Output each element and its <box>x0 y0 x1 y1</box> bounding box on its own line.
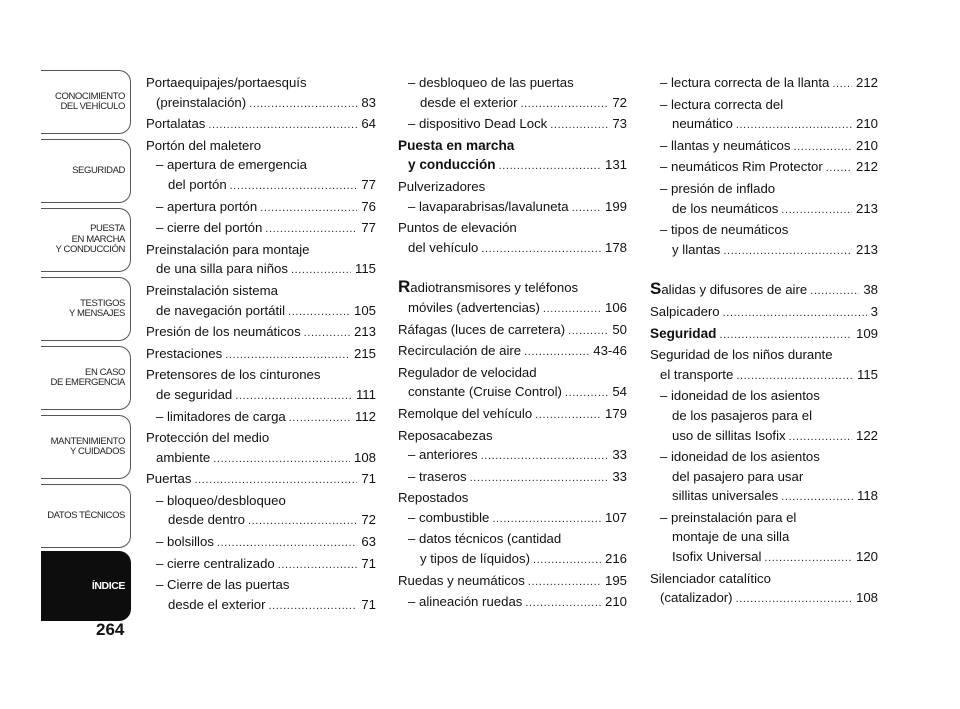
leader-dots <box>723 304 867 324</box>
index-entry <box>650 386 878 447</box>
entry-text: Portón del maletero <box>146 137 262 153</box>
leader-dots <box>249 95 357 115</box>
leader-dots <box>481 447 609 467</box>
page-reference[interactable]: 71 <box>361 471 376 487</box>
index-entry <box>398 571 627 593</box>
leader-dots <box>524 343 589 363</box>
entry-text: móviles (advertencias) <box>408 299 540 315</box>
leader-dots <box>492 510 601 530</box>
tab-mantenimiento[interactable]: MANTENIMIENTO Y CUIDADOS <box>41 415 131 479</box>
tab-índice[interactable]: ÍNDICE <box>41 551 131 621</box>
leader-dots <box>764 549 852 569</box>
tab-puesta[interactable]: PUESTA EN MARCHA Y CONDUCCIÓN <box>41 208 131 272</box>
entry-text: Reposacabezas <box>398 427 493 443</box>
leader-dots <box>736 367 853 387</box>
entry-text: del portón <box>168 176 227 192</box>
leader-dots <box>810 282 859 302</box>
page-reference[interactable]: 112 <box>354 408 376 424</box>
entry-text: Seguridad de los niños durante <box>650 347 833 363</box>
section-gap <box>650 261 878 279</box>
entry-text: montaje de una silla <box>672 529 790 545</box>
entry-text: Remolque del vehículo <box>398 405 533 421</box>
entry-text: Puertas <box>146 471 192 487</box>
leader-dots <box>289 409 351 429</box>
index-entry <box>398 404 627 426</box>
index-entry <box>146 281 376 322</box>
entry-text: – limitadores de carga <box>156 408 286 424</box>
entry-text: – tipos de neumáticos <box>660 222 789 238</box>
index-entry <box>398 529 627 570</box>
entry-text: de una silla para niños <box>156 261 288 277</box>
index-entry <box>398 508 627 530</box>
entry-text: Seguridad <box>650 325 717 341</box>
entry-text: constante (Cruise Control) <box>408 384 562 400</box>
entry-text: – cierre del portón <box>156 220 263 236</box>
entry-text: – combustible <box>408 509 490 525</box>
index-entry <box>146 344 376 366</box>
entry-text: – desbloqueo de las puertas <box>408 75 574 90</box>
page-reference[interactable]: 107 <box>604 509 627 525</box>
entry-text: Protección del medio <box>146 430 270 446</box>
entry-text: Radiotransmisores y teléfonos <box>398 277 579 297</box>
index-entry <box>650 157 878 179</box>
leader-dots <box>230 177 358 197</box>
tab-en-caso[interactable]: EN CASO DE EMERGENCIA <box>41 346 131 410</box>
page-reference[interactable]: 33 <box>612 447 627 463</box>
page-reference[interactable]: 213 <box>855 241 878 257</box>
index-entry <box>650 345 878 386</box>
page-reference[interactable]: 50 <box>612 321 627 337</box>
page-reference[interactable]: 118 <box>856 488 878 504</box>
index-entry <box>146 575 376 616</box>
entry-text: – presión de inflado <box>660 180 776 196</box>
index-entry <box>398 277 627 319</box>
leader-dots <box>565 384 608 404</box>
leader-dots <box>543 300 601 320</box>
page-reference[interactable]: 131 <box>604 157 627 173</box>
entry-text: desde dentro <box>168 512 245 528</box>
index-entry <box>650 508 878 569</box>
entry-text: Portaequipajes/portaesquís <box>146 75 307 90</box>
leader-dots <box>736 116 852 136</box>
entry-text: Recirculación de aire <box>398 343 522 359</box>
page-reference[interactable]: 111 <box>355 386 376 402</box>
index-entry <box>398 467 627 489</box>
leader-dots <box>470 469 609 489</box>
page-reference[interactable]: 212 <box>855 75 878 90</box>
entry-text: – cierre centralizado <box>156 555 275 571</box>
index-entry <box>398 73 627 114</box>
leader-dots <box>572 199 601 219</box>
entry-text: Repostados <box>398 490 469 506</box>
index-entry <box>650 95 878 136</box>
entry-text: – bolsillos <box>156 534 214 550</box>
entry-text: – anteriores <box>408 447 478 463</box>
entry-text: del pasajero para usar <box>672 468 804 484</box>
index-entry <box>398 426 627 446</box>
page-reference[interactable]: 199 <box>604 198 627 214</box>
leader-dots <box>789 428 852 448</box>
leader-dots <box>723 242 852 262</box>
entry-text: – alineación ruedas <box>408 594 523 610</box>
leader-dots <box>235 387 352 407</box>
entry-text: – Cierre de las puertas <box>156 577 290 593</box>
index-entry <box>146 407 376 429</box>
entry-text: – datos técnicos (cantidad <box>408 531 562 547</box>
page-reference[interactable]: 77 <box>361 176 376 192</box>
leader-dots <box>217 534 357 554</box>
tab-conocimiento[interactable]: CONOCIMIENTO DEL VEHÍCULO <box>41 70 131 134</box>
entry-text: – bloqueo/desbloqueo <box>156 492 286 508</box>
leader-dots <box>260 199 357 219</box>
index-entry <box>398 177 627 197</box>
page-reference[interactable]: 105 <box>353 302 376 318</box>
entry-text: de seguridad <box>156 386 233 402</box>
leader-dots <box>481 240 601 260</box>
tab-datos-técnicos[interactable]: DATOS TÉCNICOS <box>41 484 131 548</box>
page-reference[interactable]: 73 <box>612 116 627 132</box>
leader-dots <box>194 471 357 491</box>
page-reference[interactable]: 216 <box>604 551 627 567</box>
leader-dots <box>521 95 609 115</box>
entry-text: de los pasajeros para el <box>672 407 813 423</box>
leader-dots <box>832 75 852 95</box>
section-gap <box>398 259 627 277</box>
entry-text: – lectura correcta del <box>660 96 784 112</box>
page-reference[interactable]: 212 <box>855 159 878 175</box>
entry-text: – neumáticos Rim Protector <box>660 159 823 175</box>
index-entry <box>650 569 878 610</box>
leader-dots <box>736 590 852 610</box>
entry-text: Regulador de velocidad <box>398 364 537 380</box>
page-reference[interactable]: 71 <box>361 596 376 612</box>
index-column-1 <box>146 73 376 616</box>
index-entry <box>398 445 627 467</box>
entry-text: Silenciador catalítico <box>650 570 771 586</box>
index-entry <box>650 279 878 302</box>
page-reference[interactable]: 72 <box>361 512 376 528</box>
entry-text: neumático <box>672 116 733 132</box>
entry-text: y llantas <box>672 241 721 257</box>
page-reference[interactable]: 210 <box>855 116 878 132</box>
leader-dots <box>533 551 601 571</box>
index-entry <box>398 114 627 136</box>
entry-text: – idoneidad de los asientos <box>660 388 820 404</box>
entry-text: de navegación portátil <box>156 302 286 318</box>
index-entry <box>146 469 376 491</box>
entry-text: – llantas y neumáticos <box>660 137 791 153</box>
entry-text: – idoneidad de los asientos <box>660 449 820 465</box>
page-reference[interactable]: 64 <box>361 116 376 132</box>
page-reference[interactable]: 115 <box>354 261 376 277</box>
entry-text: del vehículo <box>408 239 479 255</box>
leader-dots <box>291 261 351 281</box>
index-entry <box>650 220 878 261</box>
index-entry <box>650 302 878 324</box>
entry-text: Ráfagas (luces de carretera) <box>398 321 566 337</box>
entry-text: ambiente <box>156 449 211 465</box>
index-entry <box>146 240 376 281</box>
leader-dots <box>528 573 601 593</box>
leader-dots <box>269 597 358 617</box>
page-reference[interactable]: 3 <box>870 303 878 319</box>
entry-text: – dispositivo Dead Lock <box>408 116 548 132</box>
page-reference[interactable]: 108 <box>353 449 376 465</box>
entry-text: Prestaciones <box>146 345 223 361</box>
index-entry <box>398 136 627 177</box>
leader-dots <box>826 159 852 179</box>
leader-dots <box>499 157 601 177</box>
tab-seguridad[interactable]: SEGURIDAD <box>41 139 131 203</box>
entry-text: uso de sillitas Isofix <box>672 427 786 443</box>
page-reference[interactable]: 122 <box>855 427 878 443</box>
entry-text: Salidas y difusores de aire <box>650 279 808 299</box>
leader-dots <box>304 324 350 344</box>
leader-dots <box>208 116 357 136</box>
page-reference[interactable]: 210 <box>855 137 878 153</box>
index-entry <box>146 491 376 532</box>
page-reference[interactable]: 210 <box>604 594 627 610</box>
leader-dots <box>550 116 608 136</box>
leader-dots <box>793 138 852 158</box>
index-entry <box>650 179 878 220</box>
entry-text: Puntos de elevación <box>398 220 517 236</box>
entry-text: el transporte <box>660 366 734 382</box>
leader-dots <box>781 201 852 221</box>
entry-text: desde el exterior <box>420 94 518 110</box>
index-entry <box>146 365 376 406</box>
index-entry <box>146 197 376 219</box>
index-entry <box>650 324 878 346</box>
entry-text: Salpicadero <box>650 303 720 319</box>
entry-text: – apertura de emergencia <box>156 157 308 173</box>
leader-dots <box>525 594 601 614</box>
index-entry <box>398 363 627 404</box>
entry-text: y conducción <box>408 157 496 173</box>
index-column-3 <box>650 73 878 610</box>
index-entry <box>398 197 627 219</box>
entry-text: Isofix Universal <box>672 549 762 565</box>
entry-text: (catalizador) <box>660 590 733 606</box>
entry-text: – lavaparabrisas/lavaluneta <box>408 198 569 214</box>
page-reference[interactable]: 33 <box>612 468 627 484</box>
index-entry <box>146 155 376 196</box>
page-reference[interactable]: 72 <box>612 94 627 110</box>
page-reference[interactable]: 71 <box>361 555 376 571</box>
index-entry <box>398 218 627 259</box>
entry-text: Preinstalación sistema <box>146 282 278 298</box>
entry-text: – preinstalación para el <box>660 509 797 525</box>
page-reference[interactable]: 178 <box>604 239 627 255</box>
entry-text: – traseros <box>408 468 467 484</box>
page-reference[interactable]: 215 <box>353 345 376 361</box>
leader-dots <box>278 556 358 576</box>
page-reference[interactable]: 195 <box>604 572 627 588</box>
index-entry <box>146 114 376 136</box>
leader-dots <box>781 488 853 508</box>
index-entry <box>146 73 376 114</box>
index-entry <box>398 592 627 614</box>
entry-text: – apertura portón <box>156 198 258 214</box>
leader-dots <box>213 450 350 470</box>
page-reference[interactable]: 38 <box>863 282 878 298</box>
entry-text: – lectura correcta de la llanta <box>660 75 830 90</box>
entry-text: Pulverizadores <box>398 178 486 194</box>
index-entry <box>146 218 376 240</box>
page-reference[interactable]: 108 <box>855 590 878 606</box>
tab-testigos[interactable]: TESTIGOS Y MENSAJES <box>41 277 131 341</box>
entry-text: sillitas universales <box>672 488 779 504</box>
entry-text: Preinstalación para montaje <box>146 241 310 257</box>
entry-text: Presión de los neumáticos <box>146 324 301 340</box>
index-entry <box>650 136 878 158</box>
entry-text: Puesta en marcha <box>398 137 515 153</box>
index-entry <box>650 73 878 95</box>
index-entry <box>146 554 376 576</box>
index-entry <box>146 428 376 469</box>
entry-text: de los neumáticos <box>672 200 779 216</box>
page-reference[interactable]: 83 <box>361 94 376 110</box>
page-reference[interactable]: 213 <box>353 324 376 340</box>
index-entry <box>146 532 376 554</box>
index-entry <box>398 488 627 508</box>
entry-text: y tipos de líquidos) <box>420 551 530 567</box>
leader-dots <box>225 346 350 366</box>
entry-text: Ruedas y neumáticos <box>398 572 525 588</box>
index-column-2 <box>398 73 627 614</box>
leader-dots <box>719 326 852 346</box>
entry-text: Pretensores de los cinturones <box>146 367 321 383</box>
index-entry <box>146 322 376 344</box>
page-reference[interactable]: 115 <box>856 366 878 382</box>
page-reference[interactable]: 43-46 <box>593 343 627 359</box>
leader-dots <box>265 220 357 240</box>
index-entry <box>398 320 627 342</box>
page-reference[interactable]: 109 <box>855 325 878 341</box>
entry-text: Portalatas <box>146 116 206 132</box>
page-number: 264 <box>96 620 125 639</box>
index-entry <box>398 341 627 363</box>
entry-text: desde el exterior <box>168 596 266 612</box>
index-entry <box>650 447 878 508</box>
leader-dots <box>568 322 608 342</box>
leader-dots <box>535 406 601 426</box>
page-reference[interactable]: 54 <box>612 384 627 400</box>
leader-dots <box>248 512 357 532</box>
page-reference[interactable]: 76 <box>361 198 376 214</box>
page-reference[interactable]: 213 <box>855 200 878 216</box>
page-reference[interactable]: 179 <box>604 405 627 421</box>
page-reference[interactable]: 63 <box>361 534 376 550</box>
page-reference[interactable]: 106 <box>604 299 627 315</box>
index-entry <box>146 136 376 156</box>
page-reference[interactable]: 77 <box>361 220 376 236</box>
page-reference[interactable]: 120 <box>855 549 878 565</box>
leader-dots <box>288 303 350 323</box>
entry-text: (preinstalación) <box>156 94 247 110</box>
